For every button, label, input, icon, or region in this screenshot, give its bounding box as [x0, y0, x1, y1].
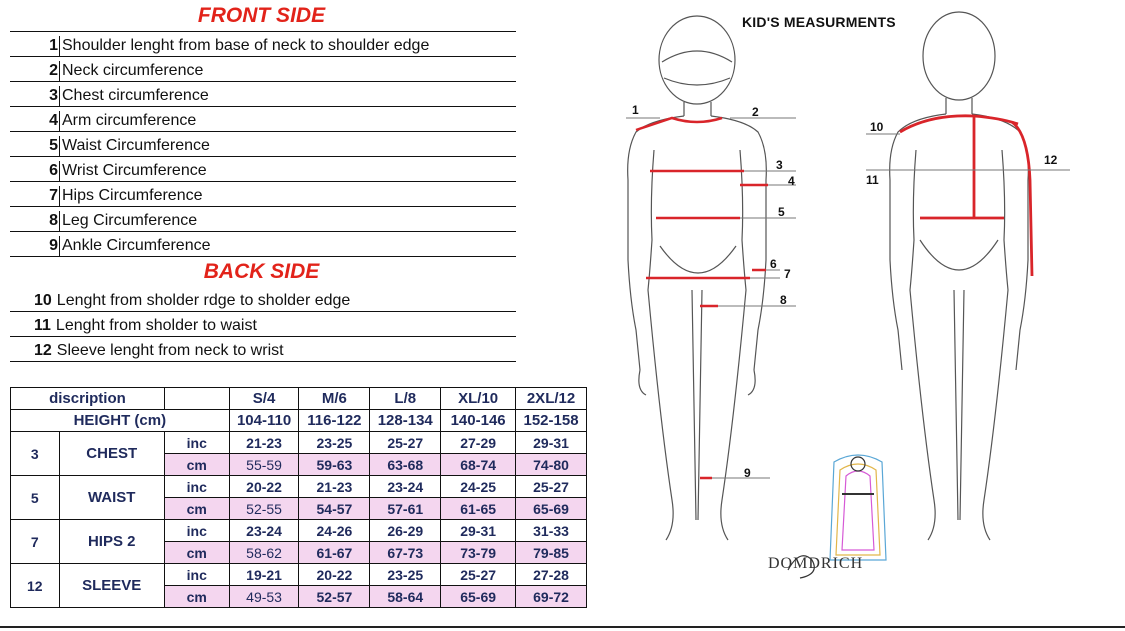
size-header: XL/10	[441, 388, 516, 410]
back-measure-lines	[900, 116, 1032, 276]
marker-label: 5	[778, 205, 785, 219]
unit-cm: cm	[164, 498, 229, 520]
unit-inc: inc	[164, 432, 229, 454]
item-text: Wrist Circumference	[62, 162, 207, 179]
measure-name: SLEEVE	[59, 564, 164, 608]
value-cell: 23-25	[299, 432, 370, 454]
figure-title: KID'S MEASURMENTS	[742, 14, 896, 30]
marker-label: 8	[780, 293, 787, 307]
value-cell: 67-73	[370, 542, 441, 564]
marker-label: 1	[632, 103, 639, 117]
item-text: Hips Circumference	[62, 187, 203, 204]
unit-cm: cm	[164, 454, 229, 476]
value-cell: 24-25	[441, 476, 516, 498]
value-cell: 27-28	[516, 564, 587, 586]
value-cell: 61-67	[299, 542, 370, 564]
item-number: 2	[10, 61, 60, 81]
item-number: 8	[10, 211, 60, 231]
unit-cm: cm	[164, 542, 229, 564]
value-cell: 65-69	[441, 586, 516, 608]
value-cell: 79-85	[516, 542, 587, 564]
height-cell: 152-158	[516, 410, 587, 432]
brand-logo-text: DOMDRICH	[768, 555, 864, 572]
item-text: Ankle Circumference	[62, 237, 211, 254]
marker-label: 3	[776, 158, 783, 172]
value-cell: 59-63	[299, 454, 370, 476]
measure-name: HIPS 2	[59, 520, 164, 564]
bottom-divider	[0, 626, 1125, 628]
value-cell: 54-57	[299, 498, 370, 520]
item-number: 11	[34, 317, 51, 334]
value-cell: 25-27	[516, 476, 587, 498]
item-number: 6	[10, 161, 60, 181]
marker-label: 4	[788, 174, 795, 188]
unit-inc: inc	[164, 476, 229, 498]
unit-inc: inc	[164, 564, 229, 586]
item-text: Waist Circumference	[62, 137, 210, 154]
value-cell: 21-23	[229, 432, 299, 454]
marker-label: 2	[752, 105, 759, 119]
value-cell: 65-69	[516, 498, 587, 520]
item-number: 5	[10, 136, 60, 156]
marker-label: 7	[784, 267, 791, 281]
value-cell: 55-59	[229, 454, 299, 476]
measure-name: WAIST	[59, 476, 164, 520]
item-text: Sleeve lenght from neck to wrist	[56, 342, 284, 359]
item-number: 9	[10, 236, 60, 256]
item-number: 1	[10, 36, 60, 56]
size-header: 2XL/12	[516, 388, 587, 410]
value-cell: 29-31	[516, 432, 587, 454]
value-cell: 69-72	[516, 586, 587, 608]
value-cell: 21-23	[299, 476, 370, 498]
value-cell: 58-64	[370, 586, 441, 608]
item-number: 3	[10, 86, 60, 106]
measure-name: CHEST	[59, 432, 164, 476]
unit-cm: cm	[164, 586, 229, 608]
value-cell: 68-74	[441, 454, 516, 476]
item-text: Lenght from sholder rdge to sholder edge	[56, 292, 351, 309]
value-cell: 23-25	[370, 564, 441, 586]
value-cell: 26-29	[370, 520, 441, 542]
value-cell: 61-65	[441, 498, 516, 520]
height-cell: 116-122	[299, 410, 370, 432]
value-cell: 25-27	[370, 432, 441, 454]
value-cell: 63-68	[370, 454, 441, 476]
item-number: 7	[10, 186, 60, 206]
value-cell: 52-57	[299, 586, 370, 608]
item-number: 10	[34, 292, 52, 309]
marker-label: 10	[870, 120, 884, 134]
item-number: 12	[34, 342, 52, 359]
height-cell: 104-110	[229, 410, 299, 432]
value-cell: 27-29	[441, 432, 516, 454]
back-leader-lines	[866, 134, 1070, 170]
height-header: HEIGHT (cm)	[11, 410, 230, 432]
value-cell: 49-53	[229, 586, 299, 608]
height-cell: 128-134	[370, 410, 441, 432]
value-cell: 23-24	[370, 476, 441, 498]
value-cell: 31-33	[516, 520, 587, 542]
measure-number: 12	[11, 564, 60, 608]
item-text: Chest circumference	[62, 87, 209, 104]
value-cell: 23-24	[229, 520, 299, 542]
value-cell: 25-27	[441, 564, 516, 586]
item-text: Leg Circumference	[62, 212, 198, 229]
front-side-heading: FRONT SIDE	[197, 4, 326, 27]
marker-label: 9	[744, 466, 751, 480]
value-cell: 20-22	[229, 476, 299, 498]
item-number: 4	[10, 111, 60, 131]
size-header: S/4	[229, 388, 299, 410]
value-cell: 73-79	[441, 542, 516, 564]
measure-number: 5	[11, 476, 60, 520]
measure-number: 7	[11, 520, 60, 564]
back-figure-outline	[890, 12, 1029, 540]
measure-number: 3	[11, 432, 60, 476]
value-cell: 19-21	[229, 564, 299, 586]
height-cell: 140-146	[441, 410, 516, 432]
marker-label: 11	[866, 173, 879, 187]
value-cell: 24-26	[299, 520, 370, 542]
size-header: M/6	[299, 388, 370, 410]
size-header: L/8	[370, 388, 441, 410]
item-text: Neck circumference	[62, 62, 204, 79]
value-cell: 29-31	[441, 520, 516, 542]
value-cell: 57-61	[370, 498, 441, 520]
back-side-heading: BACK SIDE	[203, 260, 320, 283]
value-cell: 20-22	[299, 564, 370, 586]
value-cell: 58-62	[229, 542, 299, 564]
item-text: Arm circumference	[62, 112, 197, 129]
description-header: discription	[11, 388, 165, 410]
marker-label: 12	[1044, 153, 1058, 167]
marker-label: 6	[770, 257, 777, 271]
unit-inc: inc	[164, 520, 229, 542]
item-text: Lenght from sholder to waist	[55, 317, 257, 334]
value-cell: 74-80	[516, 454, 587, 476]
item-text: Shoulder lenght from base of neck to shoulder edge	[62, 37, 430, 54]
value-cell: 52-55	[229, 498, 299, 520]
